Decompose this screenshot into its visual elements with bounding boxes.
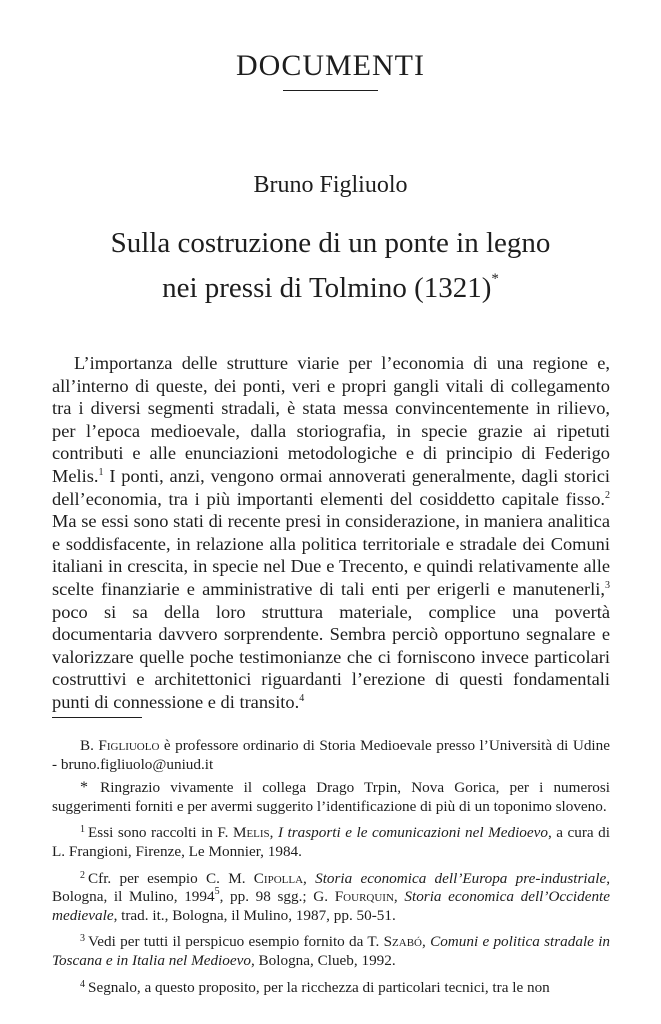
author-initial: B. bbox=[80, 737, 99, 754]
note-book-title: Storia economica dell’Europa pre-industriale bbox=[315, 869, 607, 887]
note-text: , bbox=[269, 824, 278, 842]
section-title: DOCUMENTI bbox=[236, 49, 425, 82]
note-text: , bbox=[422, 933, 431, 951]
footnote-number: 3 bbox=[80, 933, 85, 945]
footnote-4 bbox=[52, 976, 610, 998]
footnote-number: 1 bbox=[80, 824, 85, 836]
footnote-star bbox=[52, 779, 610, 816]
note-author: Fourquin bbox=[334, 888, 394, 906]
footnote-2 bbox=[52, 867, 610, 926]
title-underline bbox=[283, 90, 378, 91]
body-text-part-4: poco si sa della loro struttura materiale, complice una povertà documentaria davvero sorprendente. Sembra perciò opportuno segnalare e valorizzare quelle poche testimonianze che ci forniscono invece particolari costruttivi e architettonici riguardanti l’erezione di questi fondamentali punti di connessione e di transito. bbox=[52, 601, 610, 712]
note-book-title: Storia economica dell’Occidente medievale bbox=[52, 888, 610, 924]
author-surname: Figliuolo bbox=[98, 737, 160, 754]
star-note-text: Ringrazio vivamente il collega Drago Trpin, Nova Gorica, per i numerosi suggerimenti forniti e per avermi suggerito l’identificazione di più di un toponimo sloveno. bbox=[52, 779, 610, 815]
title-footnote-mark: * bbox=[491, 271, 499, 287]
star-mark: * bbox=[80, 779, 88, 797]
note-text: , a cura di L. Frangioni, Firenze, Le Monnier, 1984. bbox=[52, 824, 610, 860]
note-text: Vedi per tutti il perspicuo esempio fornito da T. bbox=[88, 933, 384, 951]
note-text: Segnalo, a questo proposito, per la ricchezza di particolari tecnici, tra le non bbox=[88, 978, 550, 996]
body-text-part-2: I ponti, anzi, vengono ormai annoverati generalmente, dagli storici dell’economia, tra i più importanti elementi del cosiddetto capitale fisso. bbox=[52, 465, 610, 509]
body-paragraph bbox=[52, 352, 610, 714]
edition-superscript: 5 bbox=[214, 886, 220, 898]
footnote-number: 2 bbox=[80, 869, 85, 881]
note-text: , pp. 98 sgg.; G. bbox=[219, 888, 335, 906]
note-text: Cfr. per esempio C. M. bbox=[88, 869, 254, 887]
footnote-separator bbox=[52, 717, 142, 718]
note-text: , Bologna, il Mulino, 1994 bbox=[52, 869, 611, 906]
body-text-part-3: Ma se essi sono stati di recente presi in considerazione, in maniera analitica e soddisfacente, in relazione alla politica territoriale e stradale dei Comuni italiani in crescita, in specie nel Due e Trecento, e quindi relativamente alle scelte finanziarie e amministrative di tali enti per erigerli e manutenerli, bbox=[52, 511, 610, 599]
note-book-title: I trasporti e le comunicazioni nel Medioevo bbox=[277, 824, 548, 842]
footnote-ref-2: 2 bbox=[605, 489, 610, 501]
article-title bbox=[0, 225, 661, 306]
article-title-line-2: nei pressi di Tolmino (1321) bbox=[162, 272, 492, 304]
footnote-ref-4: 4 bbox=[299, 692, 305, 704]
article-title-line-1: Sulla costruzione di un ponte in legno bbox=[110, 227, 551, 259]
note-author: Cipolla bbox=[253, 869, 304, 887]
footnote-ref-1: 1 bbox=[98, 466, 104, 478]
note-text: , Bologna, Clueb, 1992. bbox=[250, 951, 396, 969]
note-book-title: Comuni e politica stradale in Toscana e in Italia nel Medioevo bbox=[52, 933, 611, 969]
footnote-3 bbox=[52, 930, 610, 970]
footnote-author bbox=[52, 737, 610, 774]
note-author: Melis bbox=[232, 824, 270, 842]
author-note-text: è professore ordinario di Storia Medioevale presso l’Università di Udine - bruno.figliuolo@uniud.it bbox=[52, 737, 610, 773]
article-author: Bruno Figliuolo bbox=[253, 172, 408, 198]
note-author: Szabó bbox=[383, 933, 422, 951]
footnote-number: 4 bbox=[80, 978, 85, 990]
note-text: , bbox=[393, 888, 405, 906]
footnotes bbox=[52, 737, 610, 1002]
body-text-part-1: L’importanza delle strutture viarie per l’economia di una regione e, all’interno di queste, dei ponti, veri e propri gangli vitali di collegamento tra i diversi segmenti stradali, è stata messa convincentemente in rilievo, per l’epoca medioevale, dalla storiografia, in specie grazie ai ripetuti contributi e alle enunciazioni metodologiche e di principio di Federigo Melis. bbox=[52, 353, 610, 486]
note-text: Essi sono raccolti in F. bbox=[88, 824, 233, 842]
note-text: , trad. it., Bologna, il Mulino, 1987, pp. 50-51. bbox=[113, 906, 396, 924]
footnote-1 bbox=[52, 821, 610, 861]
footnote-ref-3: 3 bbox=[605, 579, 610, 591]
note-text: , bbox=[303, 869, 316, 887]
